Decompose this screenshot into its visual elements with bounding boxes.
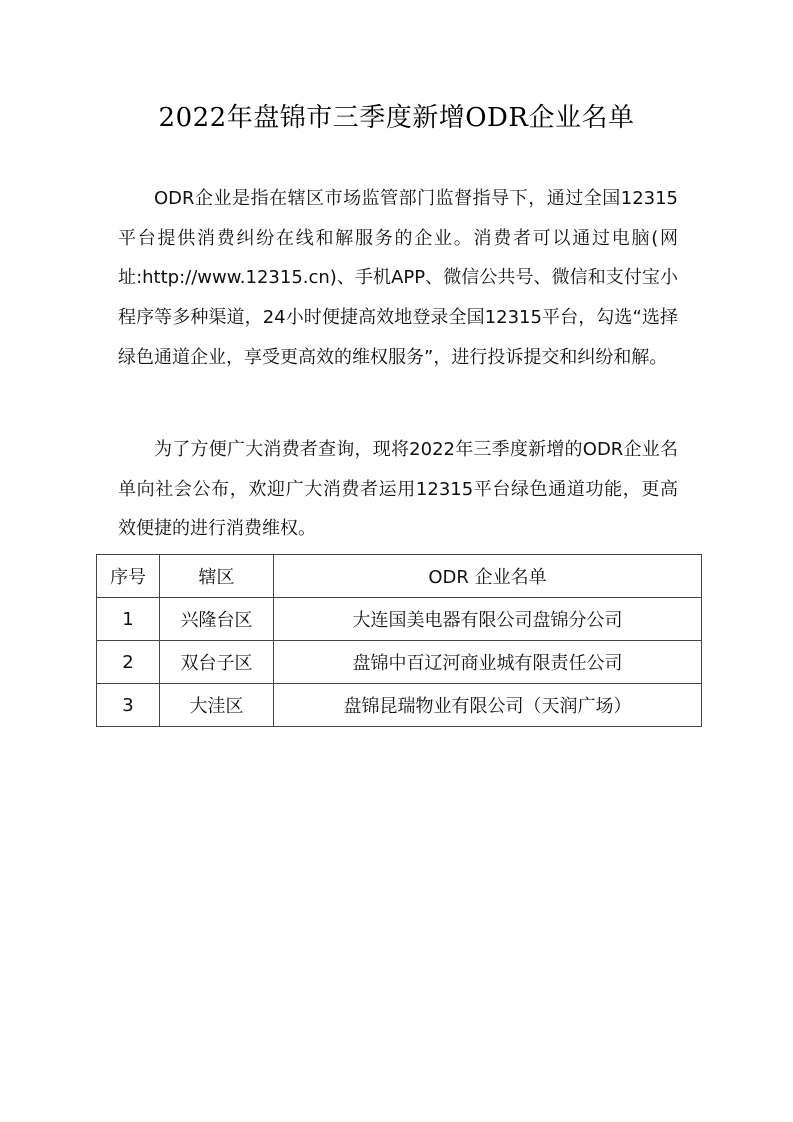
district-cell: 双台子区 bbox=[160, 641, 274, 684]
table-header-row bbox=[97, 555, 702, 598]
company-name-cell: 盘锦昆瑞物业有限公司（天润广场） bbox=[274, 684, 702, 727]
intro-paragraph: ODR企业是指在辖区市场监管部门监督指导下，通过全国12315平台提供消费纠纷在线和解服务的企业。消费者可以通过电脑(网址:http://www.12315.cn)、手机APP、微信公共号、微信和支付宝小程序等多种渠道，24小时便捷高效地登录全国12315平台，勾选“选择绿色通道企业，享受更高效的维权服务”，进行投诉提交和纠纷和解。 bbox=[118, 188, 678, 368]
table-row bbox=[97, 641, 702, 684]
serial-number-cell: 3 bbox=[97, 684, 160, 727]
serial-number-cell: 1 bbox=[97, 598, 160, 641]
company-name-cell: 大连国美电器有限公司盘锦分公司 bbox=[274, 598, 702, 641]
district-cell: 大洼区 bbox=[160, 684, 274, 727]
serial-number-cell: 2 bbox=[97, 641, 160, 684]
header-district: 辖区 bbox=[160, 555, 274, 598]
company-name-cell: 盘锦中百辽河商业城有限责任公司 bbox=[274, 641, 702, 684]
header-company-name: ODR 企业名单 bbox=[274, 555, 702, 598]
company-list-table bbox=[96, 554, 702, 727]
table-row bbox=[97, 684, 702, 727]
odr-company-table bbox=[96, 554, 698, 727]
district-cell: 兴隆台区 bbox=[160, 598, 274, 641]
header-serial-number: 序号 bbox=[97, 555, 160, 598]
page-title: 2022年盘锦市三季度新增ODR企业名单 bbox=[158, 103, 635, 133]
table-row bbox=[97, 598, 702, 641]
notice-paragraph: 为了方便广大消费者查询，现将2022年三季度新增的ODR企业名单向社会公布，欢迎广大消费者运用12315平台绿色通道功能，更高效便捷的进行消费维权。 bbox=[118, 439, 678, 540]
